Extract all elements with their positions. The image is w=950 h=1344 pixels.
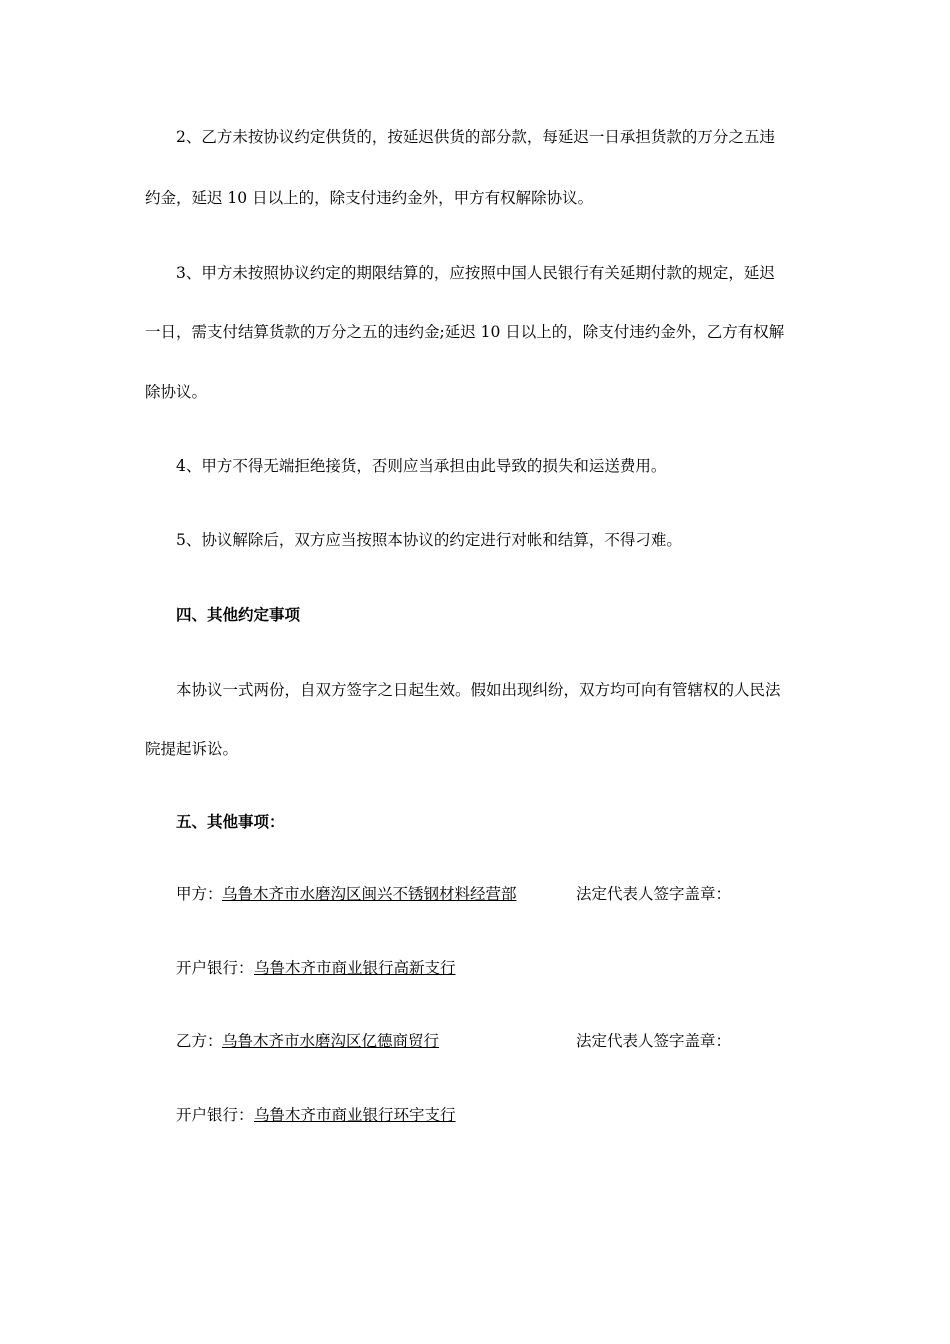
party-b-name: 乌鲁木齐市水磨沟区亿德商贸行 <box>222 1032 440 1050</box>
clause-3-line-3: 除协议。 <box>145 383 208 401</box>
party-a-sign-label: 法定代表人签字盖章： <box>576 885 732 903</box>
clause-4: 4、甲方不得无端拒绝接货，否则应当承担由此导致的损失和运送费用。 <box>176 457 667 475</box>
party-a-label: 甲方： <box>176 885 223 903</box>
section-4-heading: 四、其他约定事项 <box>176 605 301 624</box>
clause-5: 5、协议解除后，双方应当按照本协议的约定进行对帐和结算，不得刁难。 <box>176 531 682 549</box>
clause-3-line-1: 3、甲方未按照协议约定的期限结算的，应按照中国人民银行有关延期付款的规定，延迟 <box>176 264 775 282</box>
party-a-name: 乌鲁木齐市水磨沟区闽兴不锈钢材料经营部 <box>222 885 517 903</box>
section-5-heading: 五、其他事项： <box>176 812 285 831</box>
party-b-label: 乙方： <box>176 1032 223 1050</box>
section-4-line-2: 院提起诉讼。 <box>145 740 239 758</box>
party-b-sign-label: 法定代表人签字盖章： <box>576 1032 732 1050</box>
clause-3-line-2: 一日，需支付结算货款的万分之五的违约金;延迟 10 日以上的，除支付违约金外，乙方有权解 <box>145 323 785 341</box>
clause-2-line-1: 2、乙方未按协议约定供货的，按延迟供货的部分款，每延迟一日承担货款的万分之五违 <box>176 128 775 146</box>
party-a-bank-name: 乌鲁木齐市商业银行高新支行 <box>254 959 456 977</box>
party-b-bank-name: 乌鲁木齐市商业银行环宇支行 <box>254 1106 456 1124</box>
section-4-line-1: 本协议一式两份，自双方签字之日起生效。假如出现纠纷，双方均可向有管辖权的人民法 <box>176 681 781 699</box>
party-b-bank-label: 开户银行： <box>176 1106 254 1124</box>
clause-2-line-2: 约金，延迟 10 日以上的，除支付违约金外，甲方有权解除协议。 <box>145 189 594 207</box>
party-a-bank-label: 开户银行： <box>176 959 254 977</box>
